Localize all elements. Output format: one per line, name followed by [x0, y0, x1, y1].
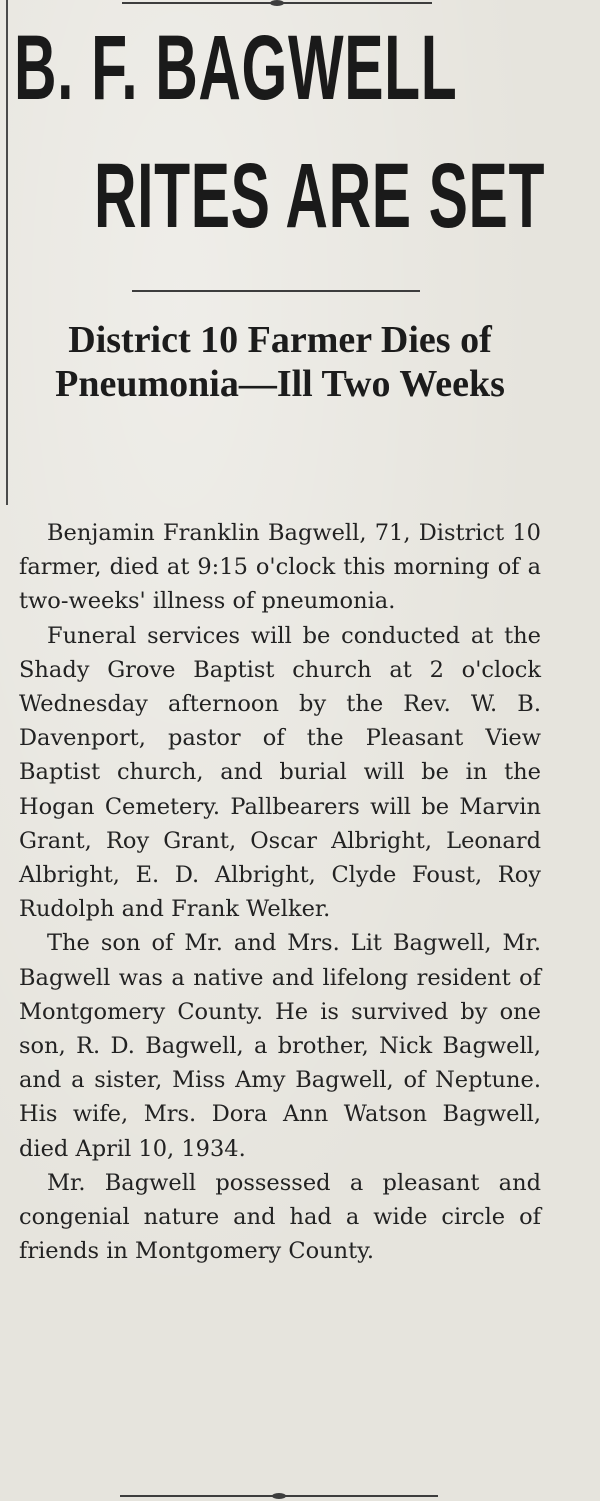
paragraph: Mr. Bagwell possessed a pleasant and congenial nature and had a wide circle of friends in Montgomery County. [19, 1169, 541, 1265]
headline-line-2: RITES ARE SET [94, 145, 546, 247]
paragraph: The son of Mr. and Mrs. Lit Bagwell, Mr. Bagwell was a native and lifelong resident of Montgomery County. He is survived by one son, R. D. Bagwell, a brother, Nick Bagwell, and a sister, Miss Amy Bagwell, of Neptune. His wife, Mrs. Dora Ann Watson Bagwell, died April 10, 1934. [19, 930, 541, 1162]
headline-divider [132, 290, 420, 292]
article-body [19, 516, 541, 1268]
headline-line-1: B. F. BAGWELL [14, 17, 458, 119]
paragraph: Benjamin Franklin Bagwell, 71, District 10 farmer, died at 9:15 o'clock this morning of a two-weeks' illness of pneumonia. [19, 520, 541, 615]
paragraph: Funeral services will be conducted at the Shady Grove Baptist church at 2 o'clock Wednesday afternoon by the Rev. W. B. Davenport, pastor of the Pleasant View Baptist church, and burial will be in the Hogan Cemetery. Pallbearers will be Marvin Grant, Roy Grant, Oscar Albright, Leonard Albright, E. D. Albright, Clyde Foust, Roy Rudolph and Frank Welker. [19, 622, 541, 923]
column-rule [6, 0, 8, 505]
subheadline: District 10 Farmer Dies of Pneumonia—Ill Two Weeks [55, 319, 505, 405]
top-divider-ornament [270, 0, 284, 6]
bottom-divider-ornament [272, 1493, 286, 1499]
